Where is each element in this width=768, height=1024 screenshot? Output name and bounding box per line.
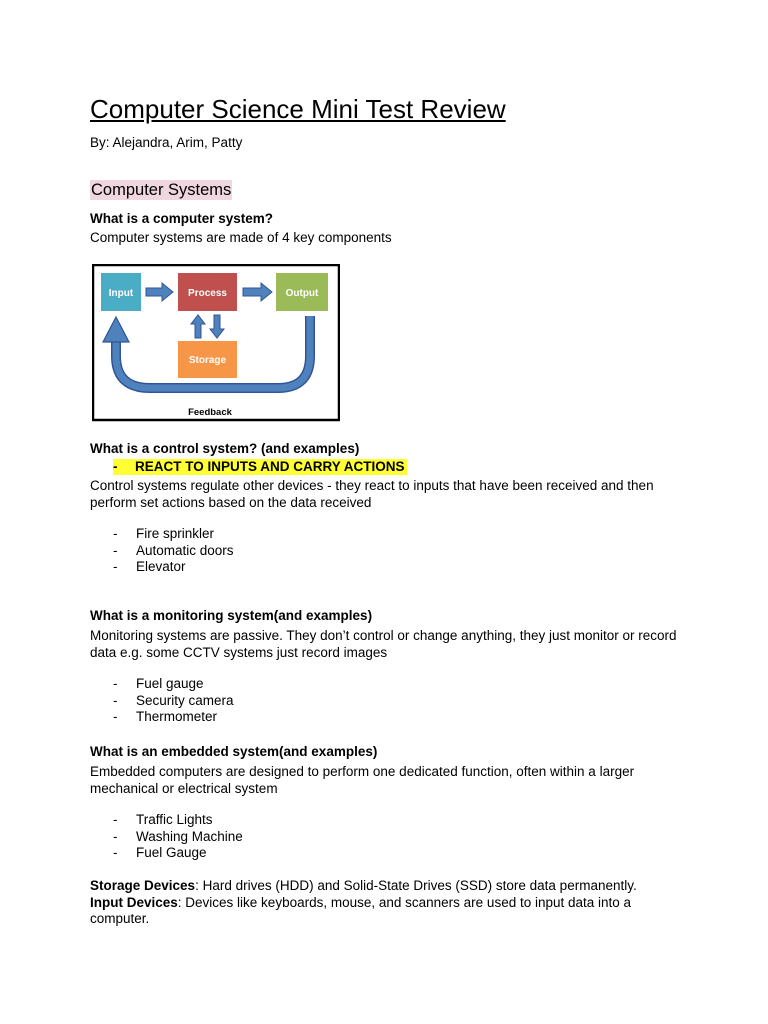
input-devices-term: Input Devices (90, 894, 178, 910)
list-item: - Thermometer (113, 709, 218, 724)
list-item: - Traffic Lights (113, 812, 213, 827)
list-dash: - (113, 709, 118, 724)
storage-devices-text: : Hard drives (HDD) and Solid-State Drives (SSD) store data permanently. (195, 878, 637, 893)
list-item: - Security camera (113, 692, 234, 708)
question-control-system: What is a control system? (and examples) (90, 441, 360, 456)
question-computer-system: What is a computer system? (90, 211, 274, 226)
control-system-examples (113, 526, 234, 576)
list-item: - Fire sprinkler (113, 526, 215, 541)
storage-label: Storage (188, 355, 227, 366)
list-item: - Fuel Gauge (113, 845, 207, 860)
highlight-text: REACT TO INPUTS AND CARRY ACTIONS (135, 459, 405, 474)
storage-devices-term: Storage Devices (90, 878, 196, 893)
computer-system-diagram (92, 264, 340, 422)
embedded-system-description: Embedded computers are designed to perform one dedicated function, often within a larger mechanical or electrical system (90, 764, 635, 796)
list-dash: - (113, 676, 118, 691)
list-item: - Elevator (113, 559, 186, 574)
list-dash: - (113, 542, 118, 558)
list-dash: - (113, 692, 118, 708)
section-heading-computer-systems: Computer Systems (91, 181, 232, 199)
list-dash: - (113, 845, 118, 860)
list-dash: - (113, 559, 118, 574)
list-item: - Automatic doors (113, 542, 234, 558)
list-dash: - (113, 526, 118, 541)
question-embedded-system: What is an embedded system(and examples) (90, 744, 378, 759)
answer-computer-system: Computer systems are made of 4 key components (90, 230, 392, 245)
list-dash: - (113, 828, 118, 844)
feedback-label: Feedback (188, 407, 232, 418)
process-label: Process (188, 288, 227, 299)
document-title: Computer Science Mini Test Review (90, 94, 506, 124)
embedded-system-examples (113, 812, 243, 862)
document-byline: By: Alejandra, Arim, Patty (90, 135, 243, 150)
output-label: Output (285, 288, 319, 299)
devices-paragraph (90, 878, 680, 928)
control-system-highlight (113, 459, 407, 475)
list-dash: - (113, 812, 118, 827)
list-item: - Fuel gauge (113, 676, 204, 691)
control-system-description: Control systems regulate other devices - they react to inputs that have been received and then perform set actions based on the data received (90, 478, 654, 510)
input-label: Input (108, 288, 134, 299)
monitoring-system-examples (113, 676, 234, 726)
input-devices-text: : Devices like keyboards, mouse, and scanners are used to input data into a computer. (90, 894, 632, 926)
list-item: - Washing Machine (113, 828, 243, 844)
question-monitoring-system: What is a monitoring system(and examples) (90, 608, 373, 623)
highlight-dash: - (113, 459, 118, 474)
monitoring-system-description: Monitoring systems are passive. They don’t control or change anything, they just monitor or record data e.g. some CCTV systems just record images (90, 628, 677, 660)
